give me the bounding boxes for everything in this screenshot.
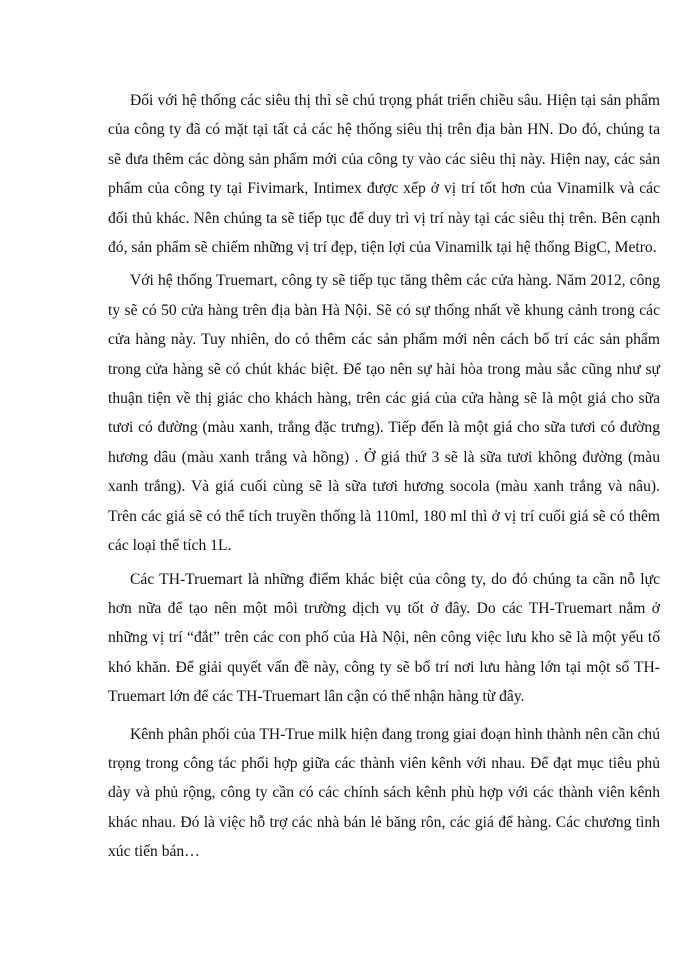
paragraph-th-truemart-warehousing: Các TH-Truemart là những điểm khác biệt của công ty, do đó chúng ta cần nỗ lực hơn nữa để tạo nên một môi trường dịch vụ tốt ở đây. Do các TH-Truemart nằm ở những vị trí “đắt” trên các con phố của Hà Nội, nên công việc lưu kho sẽ là một yếu tố khó khăn. Để giải quyết vấn đề này, công ty sẽ bố trí nơi lưu hàng lớn tại một số TH-Truemart lớn để các TH-Truemart lân cận có thể nhận hàng từ đây. bbox=[108, 570, 660, 706]
paragraph-distribution-channel: Kênh phân phối của TH-True milk hiện đang trong giai đoạn hình thành nên cần chú trọng trong công tác phối hợp giữa các thành viên kênh với nhau. Để đạt mục tiêu phủ dày và phủ rộng, công ty cần có các chính sách kênh phù hợp với các thành viên kênh khác nhau. Đó là việc hỗ trợ các nhà bán lẻ băng rôn, các giá để hàng. Các chương tình xúc tiến bán… bbox=[108, 725, 660, 861]
paragraph-supermarkets: Đối với hệ thống các siêu thị thì sẽ chú trọng phát triển chiều sâu. Hiện tại sản phẩm của công ty đã có mặt tại tất cả các hệ thống siêu thị trên địa bàn HN. Do đó, chúng ta sẽ đưa thêm các dòng sản phẩm mới của công ty vào các siêu thị này. Hiện nay, các sản phẩm của công ty tại Fivimark, Intimex được xếp ở vị trí tốt hơn của Vinamilk và các đối thủ khác. Nên chúng ta sẽ tiếp tục để duy trì vị trí này tại các siêu thị trên. Bên cạnh đó, sản phẩm sẽ chiếm những vị trí đẹp, tiện lợi của Vinamilk tại hệ thống BigC, Metro. bbox=[108, 92, 660, 257]
paragraph-truemart-stores: Với hệ thống Truemart, công ty sẽ tiếp tục tăng thêm các cửa hàng. Năm 2012, công ty sẽ có 50 cửa hàng trên địa bàn Hà Nội. Sẽ có sự thống nhất về khung cảnh trong các cửa hàng này. Tuy nhiên, do có thêm các sản phẩm mới nên cách bố trí các sản phẩm trong cửa hàng sẽ có chút khác biệt. Để tạo nên sự hài hòa trong màu sắc cũng như sự thuận tiện về thị giác cho khách hàng, trên các giá của cửa hàng sẽ là một giá cho sữa tươi có đường (màu xanh, trắng đặc trưng). Tiếp đến là một giá cho sữa tươi có đường hương dâu (màu xanh trắng và hồng) . Ở giá thứ 3 sẽ là sữa tươi không đường (màu xanh trắng). Và giá cuối cùng sẽ là sữa tươi hương socola (màu xanh trắng và nâu). Trên các giá sẽ có thể tích truyền thống là 110ml, 180 ml thì ở vị trí cuối giá sẽ có thêm các loại thể tích 1L. bbox=[108, 272, 660, 555]
document-body bbox=[108, 86, 660, 867]
